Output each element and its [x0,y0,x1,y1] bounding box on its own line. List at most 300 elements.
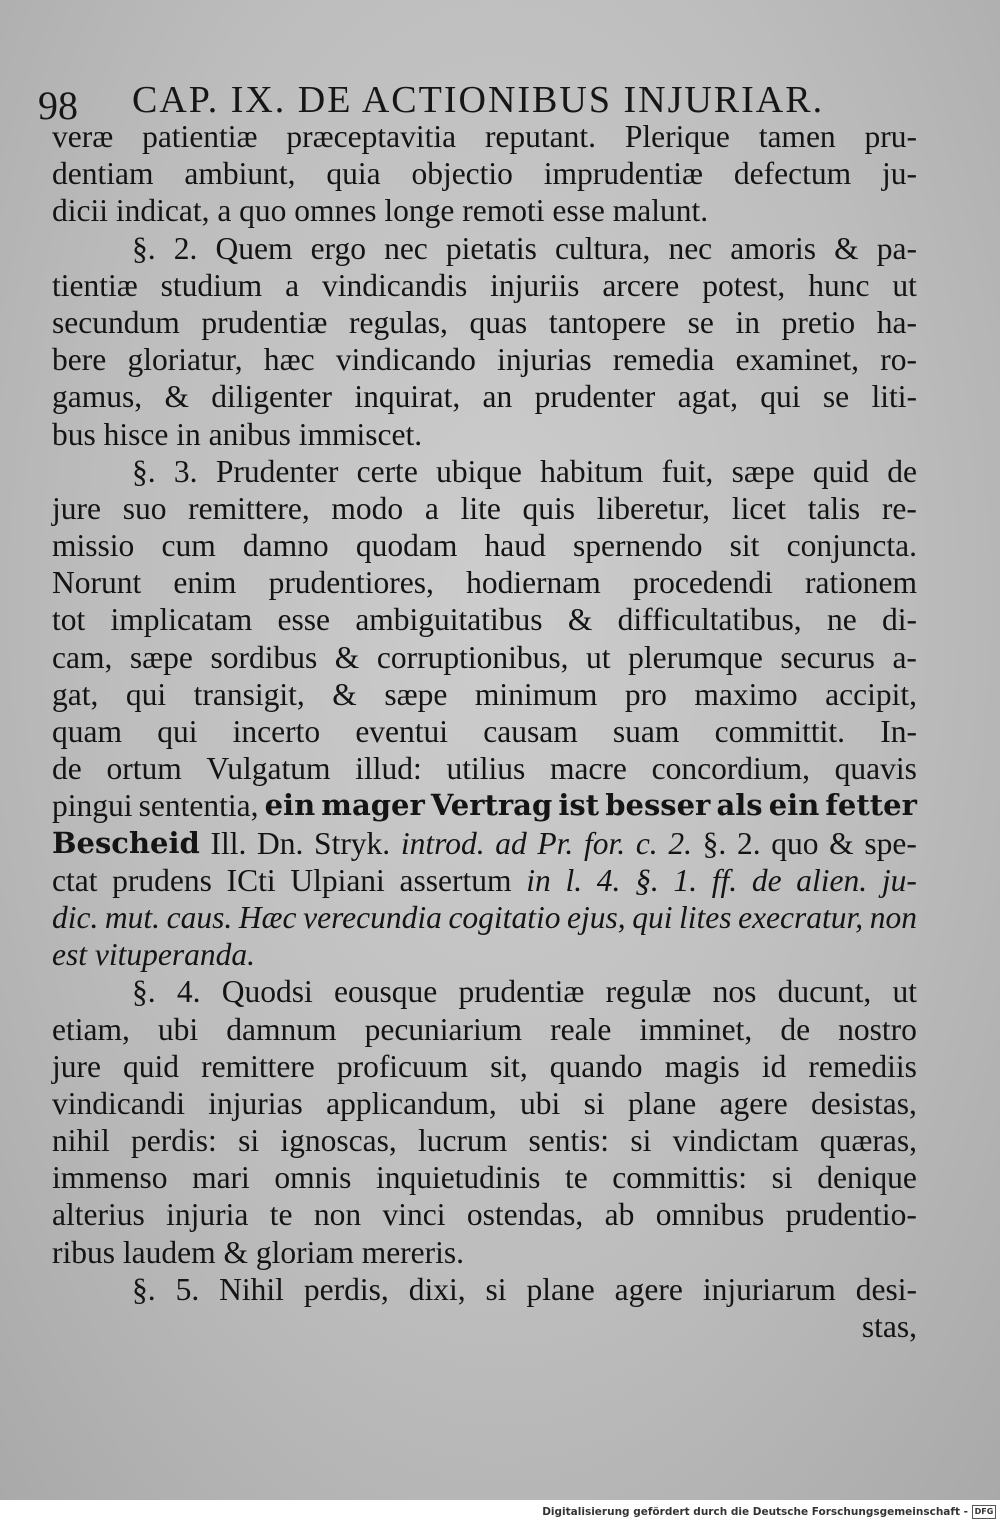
text-line [52,192,917,229]
word: sentis: [528,1123,610,1159]
word: sæpe [731,453,795,489]
word: desistas, [811,1085,917,1121]
word: utilius [446,751,526,787]
word: committit. [714,714,845,749]
word: procedendi [632,565,773,601]
word: ein [264,788,316,823]
word: ergo [310,230,366,266]
word: ju- [881,156,917,192]
word: transigit, [193,676,305,712]
word: reale [550,1011,612,1047]
word: maximo [694,676,798,712]
word: enim [173,565,237,601]
word: amoris [730,230,817,266]
word: vindictam [672,1123,799,1159]
text-line [52,1196,917,1233]
word: qui [760,379,801,415]
text-line [52,1159,917,1196]
word: injurias [208,1085,303,1121]
word: injuria [166,1197,249,1233]
word: lite [460,490,501,526]
word: §. [132,230,156,266]
word: sæpe [129,639,193,675]
word: de [780,1011,811,1047]
word: 3. [173,453,198,489]
word: potest, [702,267,786,303]
word: & [334,639,360,675]
word: remittere [201,1048,315,1084]
word: 4. [176,974,201,1010]
word: de [751,862,782,898]
word: suam [612,714,680,749]
word: Stryk. [314,825,391,861]
word: vindicandis [322,267,468,303]
word: cam, [52,639,113,675]
word: 5. [175,1271,200,1307]
word: nos [712,974,757,1010]
word: vindicando [335,342,476,378]
word: besser [605,788,711,823]
word: injuriis [490,267,580,303]
word: modo [331,490,404,526]
word: Hæc [238,899,297,935]
word: omnis [274,1160,352,1196]
word: & [567,602,593,638]
word: de [52,751,82,787]
text-line [52,1308,917,1345]
text-line [52,453,917,490]
dfg-logo-icon: DFG [972,1505,996,1519]
text-line [52,1234,917,1271]
word: in [735,304,761,340]
word: §. [132,974,156,1010]
word: si [238,1123,260,1159]
word: quas [469,304,528,340]
word: haud [484,528,546,564]
text-line [52,527,917,564]
text-run: dicii indicat, a quo omnes longe remoti esse malunt. [52,193,709,229]
word: ICti [226,862,276,898]
credit-text: Digitalisierung gefördert durch die Deutsche Forschungsgemeinschaft - [542,1506,968,1518]
word: nostro [838,1011,917,1047]
word: difficultatibus, [617,602,802,638]
word: plerumque [628,639,763,675]
word: sit, [490,1048,528,1084]
word: ad [495,825,527,861]
text-line [52,750,917,787]
word: alien. [796,862,868,898]
word: §. [132,453,156,489]
word: perdis, [303,1271,389,1307]
word: Quem [215,230,293,266]
word: remedia [612,342,715,378]
word: quodam [355,528,458,564]
word: committis: [612,1160,748,1196]
word: hunc [808,267,870,303]
digitization-credit [542,1504,996,1520]
word: imprudentiæ [543,156,704,192]
word: & [164,379,189,415]
word: gamus, [52,379,143,415]
word: ne [826,602,857,638]
word: vinci [382,1197,446,1233]
word: lites [679,899,732,935]
word: studium [160,267,263,303]
word: §. [702,825,727,861]
word: §. [635,862,659,898]
text-line [52,267,917,304]
word: regulas, [348,304,448,340]
word: Bescheid [52,825,200,860]
word: remediis [808,1048,917,1084]
text-line [52,936,917,973]
word: caus. [166,899,233,935]
text-line [52,1271,917,1308]
text-run: bus hisce in anibus immiscet. [52,416,423,452]
word: pa- [876,230,917,266]
word: non [313,1197,362,1233]
word: ducunt, [777,974,872,1010]
word: proficuum [336,1048,469,1084]
text-line [52,639,917,676]
word: ambiunt, [184,156,296,192]
word: lucrum [418,1123,508,1159]
page-number: 98 [38,83,78,128]
word: quando [549,1048,643,1084]
word: eventui [355,714,449,749]
word: in [526,862,551,898]
word: Pr. [537,825,574,861]
word: tantopere [548,304,667,340]
word: Ulpiani [290,862,385,898]
word: ro- [880,342,917,378]
word: gloriatur, [127,342,243,378]
word: spe- [864,825,917,861]
word: Vertrag [430,788,553,823]
word: ab [604,1197,635,1233]
word: perdis: [131,1123,217,1159]
word: tot [52,602,86,638]
text-line [52,899,917,936]
word: quam [52,714,122,749]
word: diligenter [211,379,333,415]
word: ju- [881,862,917,898]
word: an [482,379,513,415]
word: suo [122,490,167,526]
running-head: CAP. IX. DE ACTIONIBUS INJURIAR. [132,79,825,121]
word: mari [192,1160,250,1196]
word: fuit, [661,453,714,489]
word: implicatam [110,602,253,638]
text-line [52,155,917,192]
body-text [52,118,917,1345]
word: inquirat, [354,379,461,415]
word: si [771,1160,793,1196]
word: 2. [668,825,692,861]
word: 1. [673,862,698,898]
word: rationem [805,565,917,601]
text-line [52,564,917,601]
word: secundum [52,304,180,340]
text-run: ribus laudem & gloriam mereris. [52,1234,465,1270]
word: certe [356,453,418,489]
word: de [887,453,917,489]
word: veræ [52,119,114,154]
word: ha- [876,304,917,340]
word: pingui [52,788,133,824]
word: esse [277,602,331,638]
word: imminet, [639,1011,753,1047]
word: damnum [226,1011,337,1047]
word: ambiguitatibus [355,602,543,638]
word: nec [384,230,428,266]
word: licet [731,490,786,526]
word: quia [326,156,381,192]
word: se [822,379,850,415]
text-line [52,341,917,378]
word: qui [125,676,167,712]
word: nihil [52,1123,110,1159]
word: ut [892,267,917,303]
word: gat, [52,676,99,712]
word: pecuniarium [364,1011,523,1047]
word: vindicandi [52,1085,185,1121]
word: quo [771,825,819,861]
word: assertum [399,862,512,898]
word: regulæ [605,974,692,1010]
word: pro [624,676,667,712]
word: & [829,825,854,861]
word: fetter [825,788,917,823]
text-line [52,416,917,453]
text-line [52,787,917,824]
word: quid [123,1048,180,1084]
word: corruptionibus, [376,639,569,675]
text-line [52,230,917,267]
text-line [52,1048,917,1085]
word: sæpe [384,676,448,712]
word: prudenter [534,379,656,415]
word: Norunt [52,565,142,601]
word: cum [161,528,216,564]
word: prudentiæ [201,304,328,340]
word: injurias [497,342,592,378]
word: si [485,1271,507,1307]
word: agere [719,1085,788,1121]
word: ignoscas, [280,1123,397,1159]
word: quis [522,490,576,526]
word: 4. [596,862,621,898]
word: objectio [411,156,513,192]
word: Prudenter [215,453,339,489]
word: inquietudinis [375,1160,541,1196]
word: concordium, [651,751,810,787]
word: ff. [711,862,738,898]
word: qui [157,714,198,749]
word: missio [52,528,135,564]
word: Ill. [210,825,247,861]
word: ut [586,639,611,675]
word: præceptavitia [286,119,457,154]
word: a [424,490,439,526]
word: re- [881,490,917,526]
word: sententia, [138,788,259,824]
word: pru- [864,119,917,154]
word: etiam, [52,1011,130,1047]
text-run: est vituperanda. [52,937,255,973]
word: damno [242,528,329,564]
word: hodiernam [466,565,601,601]
word: ortum [106,751,182,787]
text-line [52,713,917,750]
word: si [583,1085,605,1121]
word: si [630,1123,652,1159]
word: bere [52,342,107,378]
text-line [52,1085,917,1122]
word: mut. [104,899,161,935]
word: quæras, [819,1123,917,1159]
text-line [52,862,917,899]
word: a- [892,639,917,675]
word: pretio [781,304,856,340]
word: 2. [173,230,198,266]
text-line [52,378,917,415]
word: habitum [540,453,644,489]
word: Plerique [624,119,730,154]
text-line [52,676,917,713]
word: dentiam [52,156,154,192]
text-line [52,1122,917,1159]
text-line [52,825,917,862]
word: ubique [436,453,522,489]
word: se [687,304,714,340]
word: dic. [52,899,99,935]
word: §. [132,1271,156,1307]
word: prudentio- [785,1197,917,1233]
word: plane [627,1085,697,1121]
word: accipit, [825,676,917,712]
word: Nihil [219,1271,284,1307]
word: introd. [400,825,485,861]
word: magis [664,1048,740,1084]
word: jure [52,1048,101,1084]
word: defectum [733,156,852,192]
word: prudentiores, [268,565,434,601]
word: l. [565,862,583,898]
word: ubi [520,1085,561,1121]
word: conjuncta. [786,528,917,564]
text-line [52,973,917,1010]
word: eousque [333,974,438,1010]
word: remittere, [188,490,310,526]
word: te [269,1197,293,1233]
word: agat, [677,379,738,415]
word: securus [780,639,875,675]
word: reputant. [484,119,597,154]
word: denique [817,1160,917,1196]
word: ejus, [567,899,626,935]
word: qui [632,899,673,935]
word: a [285,267,300,303]
word: patientiæ [142,119,258,154]
word: macre [549,751,627,787]
text-run: stas, [861,1309,917,1344]
word: hæc [263,342,315,378]
word: cogitatio [448,899,561,935]
word: 2. [736,825,761,861]
word: ubi [157,1011,199,1047]
word: applicandum, [326,1085,497,1121]
word: minimum [474,676,598,712]
word: ctat [52,862,98,898]
word: prudentiæ [458,974,585,1010]
word: spernendo [572,528,703,564]
word: nec [668,230,713,266]
word: sit [729,528,760,564]
word: dixi, [408,1271,466,1307]
word: ist [558,788,600,823]
word: execratur, [738,899,864,935]
text-line [52,601,917,638]
word: di- [881,602,917,638]
word: pietatis [445,230,537,266]
word: quavis [834,751,917,787]
text-line [52,118,917,155]
word: id [761,1048,787,1084]
word: ostendas, [466,1197,584,1233]
word: arcere [602,267,680,303]
word: jure [52,490,101,526]
word: for. [583,825,626,861]
word: & [332,676,357,712]
word: cultura, [555,230,651,266]
word: desi- [855,1271,917,1307]
word: te [565,1160,588,1196]
word: prudens [112,862,212,898]
word: liberetur, [596,490,711,526]
word: tamen [758,119,836,154]
word: agere [614,1271,683,1307]
word: non [869,899,917,935]
word: examinet, [735,342,859,378]
word: immenso [52,1160,168,1196]
word: & [834,230,859,266]
word: als [716,788,763,823]
word: In- [880,714,917,749]
word: Quodsi [221,974,313,1010]
word: omnibus [655,1197,765,1233]
text-line [52,304,917,341]
word: ut [892,974,917,1010]
text-line [52,490,917,527]
word: mager [321,788,425,823]
word: tientiæ [52,267,138,303]
word: Vulgatum [206,751,331,787]
word: injuriarum [702,1271,836,1307]
text-line [52,1011,917,1048]
word: sordibus [210,639,318,675]
word: ein [768,788,820,823]
word: liti- [871,379,917,415]
word: causam [483,714,578,749]
word: alterius [52,1197,145,1233]
word: quid [812,453,869,489]
word: talis [807,490,861,526]
word: incerto [232,714,321,749]
word: c. [635,825,658,861]
word: plane [526,1271,595,1307]
word: illud: [355,751,422,787]
